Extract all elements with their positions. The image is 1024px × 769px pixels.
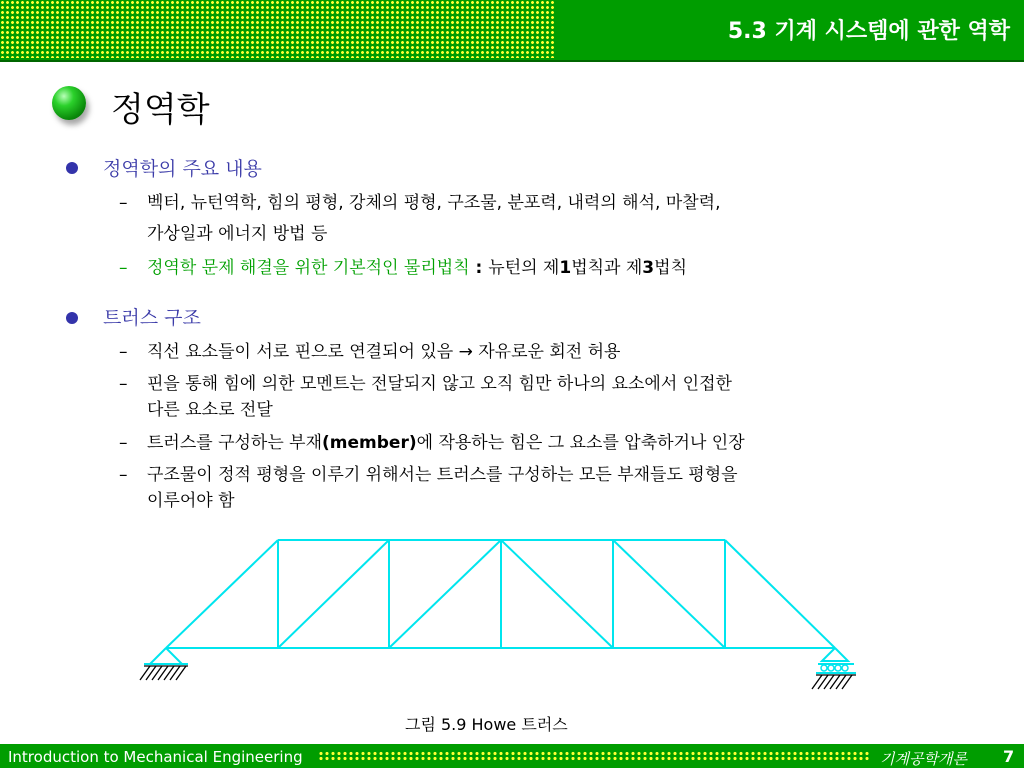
section-title: 5.3 기계 시스템에 관한 역학 bbox=[727, 19, 1010, 44]
list-item-text: 벡터, 뉴턴역학, 힘의 평형, 강체의 평형, 구조물, 분포력, 내력의 해석, 마찰력, bbox=[147, 193, 721, 213]
dash-icon: – bbox=[119, 374, 128, 394]
text-b: 법칙과 제 bbox=[571, 258, 643, 278]
list-item-text: 구조물이 정적 평형을 이루기 위해서는 트러스를 구성하는 모든 부재들도 평형을 bbox=[147, 465, 738, 485]
text-c: 법칙 bbox=[654, 258, 687, 278]
page-number: 7 bbox=[1003, 747, 1015, 766]
bullet-icon bbox=[66, 162, 78, 174]
dash-icon: – bbox=[119, 193, 128, 213]
header-bar bbox=[0, 0, 1024, 62]
text-a: 뉴턴의 제 bbox=[488, 258, 560, 278]
text-bold-3: 3 bbox=[642, 258, 655, 278]
text-pre: 트러스를 구성하는 부재 bbox=[147, 433, 323, 453]
list-item-member bbox=[147, 430, 745, 456]
roller-circles bbox=[821, 665, 848, 671]
header-divider bbox=[0, 60, 1024, 62]
footer-course-title: Introduction to Mechanical Engineering bbox=[8, 748, 303, 766]
colon-separator: : bbox=[469, 258, 489, 278]
howe-truss-diagram bbox=[130, 530, 870, 690]
truss-members bbox=[144, 540, 856, 673]
slide-title: 정역학 bbox=[111, 90, 210, 130]
list-item-text: 가상일과 에너지 방법 등 bbox=[147, 224, 328, 244]
list-item-text: 핀을 통해 힘에 의한 모멘트는 전달되지 않고 오직 힘만 하나의 요소에서 인접한 bbox=[147, 374, 732, 394]
dash-icon: – bbox=[119, 433, 128, 453]
figure-caption: 그림 5.9 Howe 트러스 bbox=[405, 715, 568, 734]
list-item-text: 다른 요소로 전달 bbox=[147, 400, 273, 420]
bullet-heading-2: 트러스 구조 bbox=[103, 307, 201, 329]
text-bold-member: (member) bbox=[322, 433, 417, 453]
green-text: 정역학 문제 해결을 위한 기본적인 물리법칙 bbox=[147, 258, 470, 278]
bullet-icon bbox=[66, 312, 78, 324]
dash-icon: – bbox=[119, 465, 128, 485]
footer-dot-pattern bbox=[318, 751, 870, 761]
text-post: 에 작용하는 힘은 그 요소를 압축하거나 인장 bbox=[416, 433, 745, 453]
bullet-heading-1: 정역학의 주요 내용 bbox=[103, 158, 262, 180]
list-item-text: 직선 요소들이 서로 핀으로 연결되어 있음 → 자유로운 회전 허용 bbox=[147, 342, 621, 362]
green-ball-icon bbox=[52, 86, 86, 120]
list-item-text: 이루어야 함 bbox=[147, 491, 235, 511]
dash-icon: – bbox=[119, 342, 128, 362]
footer-course-korean: 기계공학개론 bbox=[880, 750, 967, 768]
list-item-physics-law bbox=[147, 255, 687, 281]
dash-icon: – bbox=[119, 258, 128, 278]
footer-bar bbox=[0, 744, 1024, 768]
text-bold-1: 1 bbox=[559, 258, 572, 278]
header-dot-pattern bbox=[0, 0, 555, 58]
ground-hatch bbox=[140, 666, 856, 689]
